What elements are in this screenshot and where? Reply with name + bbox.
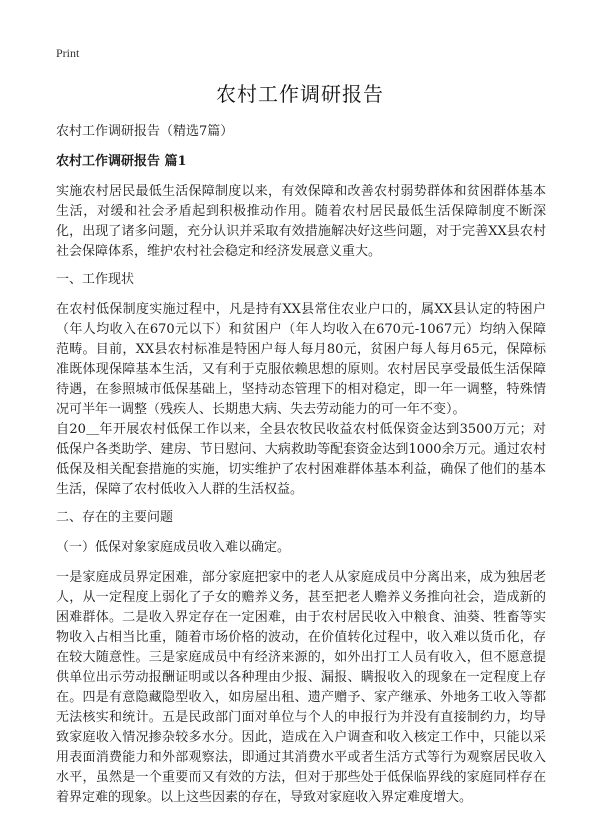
document-body bbox=[56, 122, 546, 816]
document-subtitle: 农村工作调研报告（精选7篇） bbox=[56, 124, 234, 139]
print-link[interactable]: Print bbox=[56, 46, 80, 60]
subsection-heading-income: （一）低保对象家庭成员收入难以确定。 bbox=[56, 540, 291, 555]
current-status-paragraph-2: 自20＿年开展农村低保工作以来，全县农牧民收益农村低保资金达到3500万元；对低保户各类助学、建房、节日慰问、大病救助等配套资金达到1000余万元。通过农村低保及相关配套措施的实施，切实维护了农村困难群体基本利益，确保了他们的基本生活，保障了农村低收入人群的生活权益。 bbox=[56, 422, 546, 497]
section-heading-current-status: 一、工作现状 bbox=[56, 272, 135, 287]
article-title: 农村工作调研报告 篇1 bbox=[56, 154, 187, 169]
section-heading-main-problems: 二、存在的主要问题 bbox=[56, 510, 174, 525]
intro-paragraph: 实施农村居民最低生活保障制度以来，有效保障和改善农村弱势群体和贫困群体基本生活，对缓和社会矛盾起到积极推动作用。随着农村居民最低生活保障制度不断深化，出现了诸多问题，充分认识并采取有效措施解决好这些问题，对于完善XX县农村社会保障体系，维护农村社会稳定和经济发展意义重大。 bbox=[56, 184, 546, 259]
page-title: 农村工作调研报告 bbox=[216, 82, 384, 106]
current-status-paragraph-1: 在农村低保制度实施过程中，凡是持有XX县常住农业户口的，属XX县认定的特困户（年人均收入在670元以下）和贫困户（年人均收入在670元-1067元）均纳入保障范畴。目前，XX县农村标准是特困户每人每月80元，贫困户每人每月65元，保障标准既体现保障基本生活，又有利于克服依赖思想的原则。农村居民享受最低生活保障待遇，在参照城市低保基础上，坚持动态管理下的相对稳定，即一年一调整，特殊情况可半年一调整（残疾人、长期患大病、失去劳动能力的可一年不变）。 bbox=[56, 302, 546, 417]
income-problem-paragraph: 一是家庭成员界定困难，部分家庭把家中的老人从家庭成员中分离出来，成为独居老人，从一定程度上弱化了子女的赡养义务，甚至把老人赡养义务推向社会，造成新的困难群体。二是收入界定存在一定困难，由于农村居民收入中粮食、油葵、牲畜等实物收入占相当比重，随着市场价格的波动，在价值转化过程中，收入难以货币化，存在较大随意性。三是家庭成员中有经济来源的，如外出打工人员有收入，但不愿意提供单位出示劳动报酬证明或以各种理由少报、漏报、瞒报收入的现象在一定程度上存在。四是有意隐藏隐型收入，如房屋出租、遗产赠予、家产继承、外地务工收入等都无法核实和统计。五是民政部门面对单位与个人的申报行为并没有直接制约力，均导致家庭收入情况掺杂较多水分。因此，造成在入户调查和收入核定工作中，只能以采用表面消费能力和外部观察法，即通过其消费水平或者生活方式等行为观察居民收入水平，虽然是一个重要而又有效的方法，但对于那些处于低保临界线的家庭同样存在着界定难的现象。以上这些因素的存在，导致对家庭收入界定难度增大。 bbox=[56, 570, 546, 805]
